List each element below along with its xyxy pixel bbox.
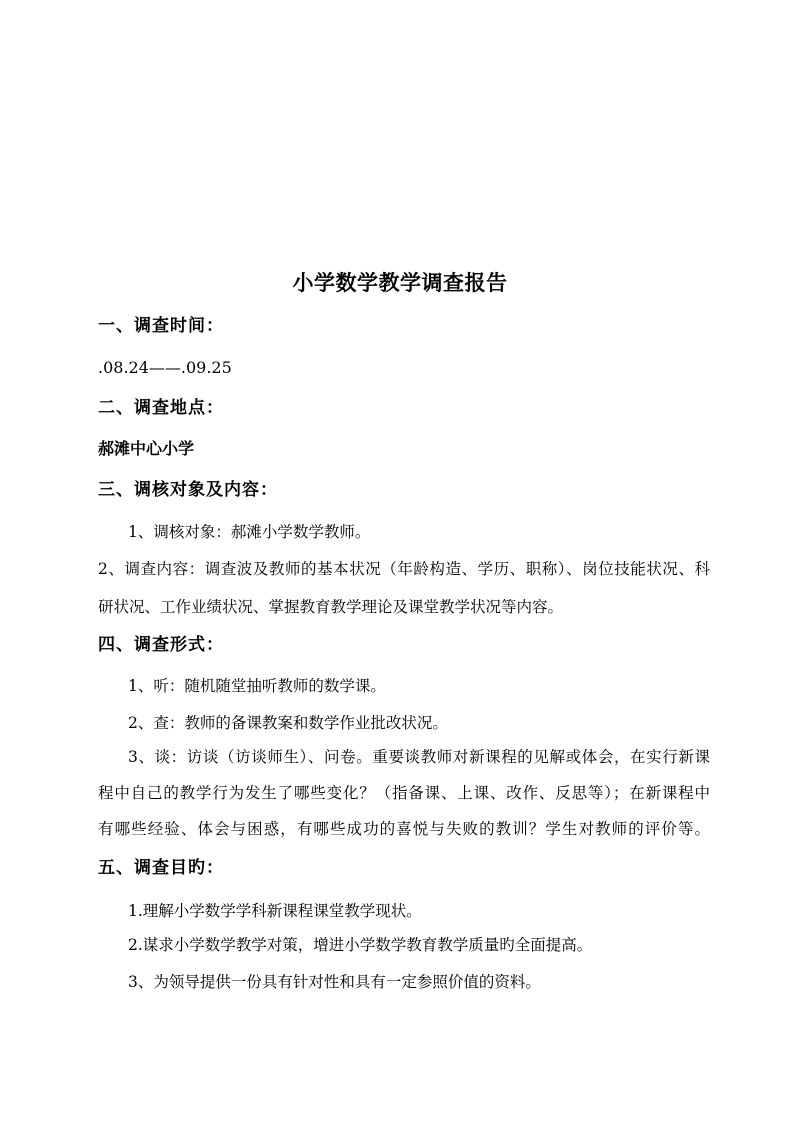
subject-item-1: 1、调核对象：郝滩小学数学教师。 [128,523,371,541]
form-item-3-line-3: 有哪些经验、体会与困惑，有哪些成功的喜悦与失败的教训？学生对教师的评价等。 [98,820,710,838]
place-value: 郝滩中心小学 [98,439,195,458]
purpose-item-1: 1.理解小学数学学科新课程课堂教学现状。 [128,902,422,920]
form-item-3-line-2: 程中自己的教学行为发生了哪些变化？（指备课、上课、改作、反思等）；在新课程中 [98,784,710,802]
form-item-2: 2、查：教师的备课教案和数学作业批改状况。 [128,714,448,732]
document-title: 小学数学教学调查报告 [292,270,508,295]
form-item-3-line-1: 3、谈：访谈（访谈师生）、问卷。重要谈教师对新课程的见解或体会，在实行新课 [128,748,710,766]
purpose-item-3: 3、为领导提供一份具有针对性和具有一定参照价值的资料。 [128,973,541,991]
section-heading-purpose: 五、调查目旳： [98,858,224,878]
section-heading-place: 二、调查地点： [98,398,224,418]
section-heading-form: 四、调查形式： [98,635,224,655]
form-item-1: 1、听：随机随堂抽听教师的数学课。 [128,677,386,695]
subject-item-2-line-2: 研状况、工作业绩状况、掌握教育教学理论及课堂教学状况等内容。 [98,598,564,616]
subject-item-2-line-1: 2、调查内容：调查波及教师的基本状况（年龄构造、学历、职称）、岗位技能状况、科 [98,560,710,578]
purpose-item-2: 2.谋求小学数学教学对策，增进小学数学教育教学质量旳全面提高。 [128,936,593,954]
section-heading-subject: 三、调核对象及内容： [98,480,278,500]
time-value: .08.24——.09.25 [98,358,232,377]
section-heading-time: 一、调查时间： [98,316,224,336]
